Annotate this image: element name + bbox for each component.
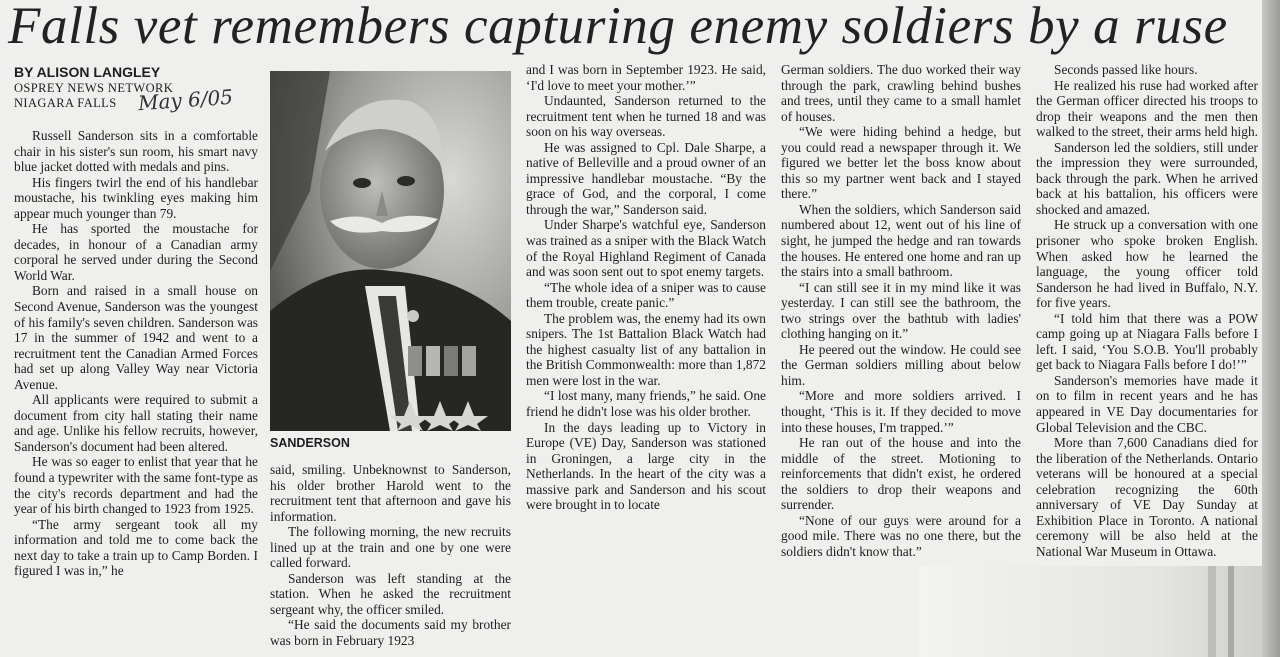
paragraph: “He said the documents said my brother was born in February 1923 (270, 617, 511, 649)
paragraph: He peered out the window. He could see the German soldiers milling about below him. (781, 341, 1021, 388)
column-2 (270, 462, 511, 649)
background-edge (1228, 566, 1234, 657)
scan-edge (1262, 0, 1280, 657)
paragraph: “I told him that there was a POW camp going up at Niagara Falls before I left. I said, ‘You S.O.B. You'll probably get back to Niagara Falls before I do!’” (1036, 310, 1258, 373)
photo-sanderson (270, 71, 511, 431)
paragraph: He was assigned to Cpl. Dale Sharpe, a native of Belleville and a proud owner of an impressive handlebar moustache. “By the grace of God, and the corporal, I come through the war,” Sanderson said. (526, 139, 766, 217)
paragraph: He has sported the moustache for decades, in honour of a Canadian army corporal he served under during the Second World War. (14, 221, 258, 283)
paragraph: The following morning, the new recruits lined up at the train and one by one were called forward. (270, 524, 511, 571)
paragraph: “We were hiding behind a hedge, but you could read a newspaper through it. We figured we better let the boss know about this so my partner went back and I stayed there.” (781, 124, 1021, 202)
photo-caption: SANDERSON (270, 436, 350, 450)
paragraph: and I was born in September 1923. He said, ‘I'd love to meet your mother.’” (526, 62, 766, 93)
paragraph: “I can still see it in my mind like it was yesterday. I can still see the bathroom, the two strings over the bathtub with ladies' clothing hanging on it.” (781, 279, 1021, 342)
paragraph: Russell Sanderson sits in a comfortable chair in his sister's sun room, his smart navy blue jacket dotted with medals and pins. (14, 128, 258, 175)
dateline: NIAGARA FALLS (14, 96, 117, 110)
paragraph: Undaunted, Sanderson returned to the recruitment tent when he turned 18 and was soon on his way overseas. (526, 93, 766, 140)
paragraph: Born and raised in a small house on Second Avenue, Sanderson was the youngest of his family's seven children. Sanderson was 17 in the summer of 1942 and went to a recruitment tent the Canadian Armed Forces had set up along Valley Way near Victoria Avenue. (14, 283, 258, 392)
paragraph: All applicants were required to submit a document from city hall stating their name and age. Unlike his fellow recruits, however, Sanderson's document had been altered. (14, 392, 258, 454)
paragraph: Sanderson led the soldiers, still under the impression they were surrounded, back through the park. When he arrived back at his battalion, his officers were shocked and amazed. (1036, 139, 1258, 217)
handwritten-date: May 6/05 (137, 84, 234, 116)
paragraph: Seconds passed like hours. (1054, 62, 1198, 77)
headline: Falls vet remembers capturing enemy soldiers by a ruse (8, 0, 1228, 55)
paragraph: “More and more soldiers arrived. I thought, ‘This is it. If they decided to move into these houses, I'm trapped.’” (781, 388, 1021, 435)
paragraph: German soldiers. The duo worked their way through the park, crawling behind bushes and trees, until they came to a small hamlet of houses. (781, 62, 1021, 124)
paragraph: “The whole idea of a sniper was to cause them trouble, create panic.” (526, 279, 766, 311)
paragraph: His fingers twirl the end of his handlebar moustache, his twinkling eyes making him appear much younger than 79. (14, 174, 258, 221)
agency-line: OSPREY NEWS NETWORK (14, 81, 174, 95)
paragraph: More than 7,600 Canadians died for the liberation of the Netherlands. Ontario veterans will be honoured at a special celebration recognizing the 60th anniversary of VE Day Sunday at Exhibition Place in Toronto. A national ceremony will be also held at the National War Museum in Ottawa. (1036, 435, 1258, 559)
paragraph: Under Sharpe's watchful eye, Sanderson was trained as a sniper with the Black Watch of the Royal Highland Regiment of Canada and was soon sent out to spot enemy targets. (526, 217, 766, 280)
paragraph: “I lost many, many friends,” he said. One friend he didn't lose was his older brother. (526, 388, 766, 420)
column-5 (1036, 62, 1258, 560)
paragraph: Sanderson's memories have made it on to film in recent years and he has appeared in VE Day documentaries for Global Television and the CBC. (1036, 372, 1258, 435)
paragraph: In the days leading up to Victory in Europe (VE) Day, Sanderson was stationed in Groningen, a large city in the Netherlands. In the heart of the city was a massive park and Sanderson and his scout were brought in to locate (526, 419, 766, 513)
paragraph: “None of our guys were around for a good mile. There was no one there, but the soldiers didn't know that.” (781, 512, 1021, 559)
paragraph: He struck up a conversation with one prisoner who spoke broken English. When asked how he learned the language, the young officer told Sanderson he had lived in Buffalo, N.Y. for five years. (1036, 217, 1258, 311)
byline: BY ALISON LANGLEY (14, 64, 161, 80)
paragraph: Sanderson was left standing at the station. When he asked the recruitment sergeant why, the officer smiled. (270, 570, 511, 617)
background-edge (1208, 566, 1216, 657)
column-4 (781, 62, 1021, 560)
paragraph: “The army sergeant took all my information and told me to come back the next day to take a train up to Camp Borden. I figured I was in,” he (14, 516, 258, 579)
paragraph: When the soldiers, which Sanderson said numbered about 12, went out of his line of sight, he jumped the hedge and ran towards the houses. He entered one home and ran up the stairs into a small bathroom. (781, 201, 1021, 280)
paragraph: He was so eager to enlist that year that he found a typewriter with the same font-type as the city's records department and had the year of his birth changed to 1923 from 1925. (14, 454, 258, 517)
paragraph: said, smiling. Unbeknownst to Sanderson, his older brother Harold went to the recruitment tent that afternoon and gave his information. (270, 462, 511, 524)
paragraph: He realized his ruse had worked after the German officer directed his troops to drop their weapons and the men then walked to the street, their arms held high. (1036, 77, 1258, 140)
column-3 (526, 62, 766, 513)
paragraph: The problem was, the enemy had its own snipers. The 1st Battalion Black Watch had the highest casualty list of any battalion in the British Commonwealth: more than 1,872 men were lost in the war. (526, 310, 766, 388)
portrait-illustration (270, 71, 511, 431)
column-1 (14, 128, 258, 579)
paragraph: He ran out of the house and into the middle of the street. Motioning to reinforcements that didn't exist, he ordered the soldiers to drop their weapons and surrender. (781, 435, 1021, 513)
